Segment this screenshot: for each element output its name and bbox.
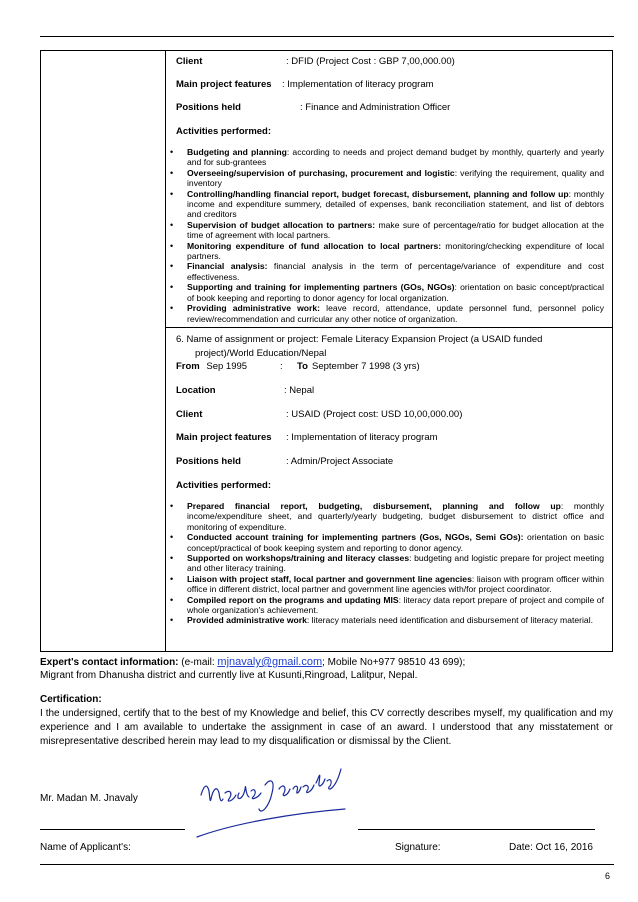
bullet-icon: • [170,219,174,230]
activity-heading: Supervision of budget allocation to partners: [187,219,376,230]
activity-text: : according to needs and project demand budget by monthly, quarterly and yearly and for sub-grantees [187,147,604,168]
p2-from-label: From [176,361,200,372]
activity-item [170,261,604,282]
p2-location-label: Location [176,385,216,396]
p1-features-row [176,79,434,90]
activity-text: leave record, attendance, update personnel fund, personnel policy review/recommendation and curricular any other notice of organization. [187,303,605,324]
contact-mobile: ; Mobile No+977 98510 43 699); [322,657,466,668]
activity-heading: Liaison with project staff, local partner and government line agencies [187,573,472,584]
p1-client-label: Client [176,56,203,67]
p2-positions-label: Positions held [176,456,241,467]
p2-positions-row [176,456,394,467]
p2-features-value: : Implementation of literacy program [286,432,438,443]
name-underline [40,829,185,830]
p1-client-value: : DFID (Project Cost : GBP 7,00,000.00) [286,56,455,67]
contact-email-link[interactable]: mjnavaly@gmail.com [217,656,323,668]
activity-item [170,615,604,626]
activity-text: monitoring/checking expenditure of local partners. [187,240,604,262]
p2-to-sep: : [280,361,283,372]
p2-assignment-line-2: project)/World Education/Nepal [195,348,327,359]
contact-label: Expert's contact information: [40,657,179,668]
bullet-icon: • [170,594,174,605]
activity-text: : orientation on basic concept/practical of book keeping and reporting to donor agency for local organization. [187,282,604,303]
project-1-cell [166,51,612,327]
activity-text: : budgeting and logistic prepare for project meeting and other literacy training. [187,553,604,574]
activity-heading: Supporting and training for implementing partners (GOs, NGOs) [187,282,455,293]
p2-to-value: September 7 1998 (3 yrs) [312,361,420,372]
p2-assignment-line-1: 6. Name of assignment or project: Female Literacy Expansion Project (a USAID funded [176,334,543,345]
activity-text: financial analysis in the term of percentage/variance of expenditure and cost effectiveness. [187,261,604,282]
p2-from-value: Sep 1995 [206,361,248,372]
contact-email-prefix: (e-mail: [178,657,218,668]
activity-heading: Compiled report on the programs and updating MIS [187,594,399,605]
page-number: 6 [604,871,610,881]
activity-heading: Provided administrative work [187,615,307,626]
activity-text: : verifying the requirement, quality and inventory [187,167,604,189]
signature-label: Signature: [395,842,441,853]
applicant-name: Mr. Madan M. Jnavaly [40,793,138,804]
activity-heading: Budgeting and planning [187,147,287,157]
bullet-icon: • [170,501,174,511]
p2-to-label: To [297,361,308,372]
p2-location-row [176,385,315,396]
bullet-icon: • [170,615,174,626]
signature-hidden-text: Madan Jnavaly [195,755,202,756]
bullet-icon: • [170,303,174,314]
p1-positions-value: : Finance and Administration Officer [300,102,451,113]
activity-heading: Providing administrative work: [187,303,321,314]
top-rule [40,36,614,37]
bullet-icon: • [170,553,174,564]
bottom-rule [40,864,614,865]
signature-underline [358,829,595,830]
bullet-icon: • [170,532,174,543]
activity-item [170,188,604,220]
activity-item [170,501,604,532]
bullet-icon: • [170,573,174,584]
bullet-icon: • [170,261,174,272]
bullet-icon: • [170,240,174,251]
activity-heading: Financial analysis: [187,261,268,272]
p2-client-row [176,409,463,420]
name-of-applicant-label: Name of Applicant's: [40,842,131,853]
p2-dates-row [176,361,420,372]
bullet-icon: • [170,167,174,178]
certification-title: Certification: [40,694,102,705]
activity-heading: Prepared financial report, budgeting, disbursement, planning and follow up [187,501,561,511]
p2-location-value: : Nepal [284,385,315,396]
contact-address: Migrant from Dhanusha district and currently live at Kusunti,Ringroad, Lalitpur, Nepal. [40,670,418,681]
activity-item [170,573,604,595]
p2-activities-title: Activities performed: [176,480,272,491]
activity-heading: Monitoring expenditure of fund allocation to local partners: [187,240,442,251]
contact-line [40,656,465,668]
certification-text: I the undersigned, certify that to the best of my Knowledge and belief, this CV correctly describes myself, my qualification and my experience and I am available to undertake the assignment in case of an award. I understood that any misstatement or misrepresentative described herein may lead to my disqualification or dismissal by the Client. [40,708,613,747]
activity-text: : monthly income and expenditure summery, detailed of expenses, bank reconciliation statement, and list of debtors and creditors [187,188,604,220]
activity-heading: Controlling/handling financial report, budget forecast, disbursement, planning and follow up [187,188,569,199]
p2-client-value: : USAID (Project cost: USD 10,00,000.00) [286,409,463,420]
p1-positions-label: Positions held [176,102,241,113]
p1-client-row [176,56,455,67]
activity-item [170,167,604,189]
activity-text: : liaison with program officer within office in different district, local partner and government line agencies with/for project coordinator. [187,573,604,595]
p2-features-row [176,432,438,443]
activity-item [170,282,604,303]
activity-text: make sure of percentage/ratio for budget allocation at the time of agreement with local partners. [187,219,604,241]
activity-text: : monthly income/expenditure sheet, and quarterly/yearly budgeting, budget disbursement to district office and monitoring of expenditure. [187,501,604,532]
handwritten-signature [195,755,360,845]
activity-heading: Supported on workshops/training and literacy classes [187,553,410,564]
p1-activities-list [170,147,605,324]
p1-features-label: Main project features [176,79,272,90]
activity-text: : literacy materials need identification and disbursement of literacy material. [306,615,593,626]
p1-features-value: : Implementation of literacy program [282,79,434,90]
bullet-icon: • [170,188,174,199]
bullet-icon: • [170,282,174,293]
p2-features-label: Main project features [176,432,272,443]
activity-heading: Overseeing/supervision of purchasing, procurement and logistic [187,167,455,178]
p1-positions-row [176,102,451,113]
bullet-icon: • [170,147,174,157]
activity-item [170,553,604,574]
activity-item [170,219,604,241]
p1-activities-title: Activities performed: [176,126,272,137]
activity-text: orientation on basic concept/practical of book keeping system and reporting to donor agency. [187,532,604,553]
activity-item [170,147,604,168]
activity-item [170,594,604,616]
p2-activities-list [170,501,604,626]
activity-heading: Conducted account training for implementing partners (Gos, NGOs, Semi GOs): [187,532,524,543]
activity-text: : literacy data report prepare of project and compile of whole organization's achievement. [187,594,604,616]
activity-item [170,240,604,262]
p2-client-label: Client [176,409,203,420]
activity-item [170,532,604,553]
date-label: Date: Oct 16, 2016 [509,842,593,853]
project-2-cell [166,328,612,652]
p2-positions-value: : Admin/Project Associate [286,456,394,467]
experience-table [40,50,613,652]
activity-item [170,303,605,324]
